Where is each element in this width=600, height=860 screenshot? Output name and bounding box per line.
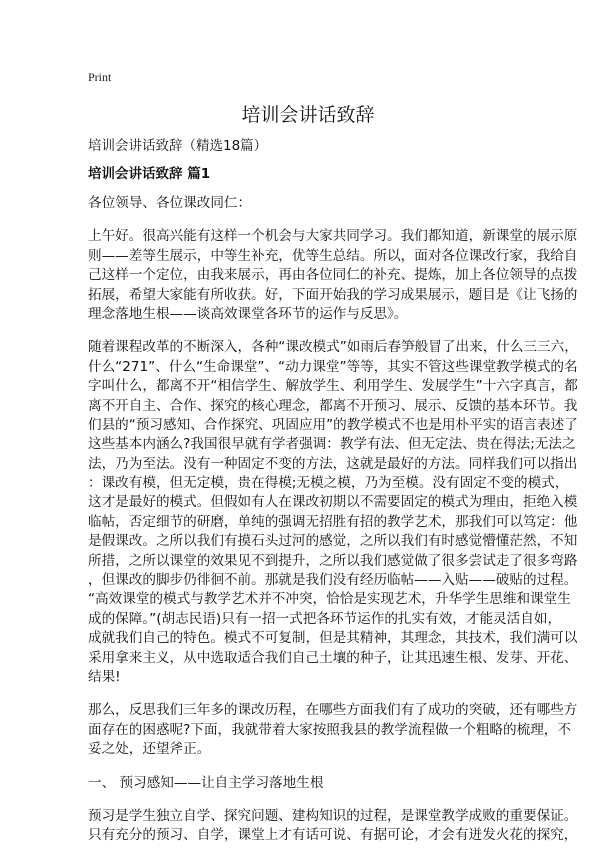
paragraph	[88, 194, 528, 213]
section-heading: 培训会讲话致辞 篇1	[88, 166, 211, 182]
print-label[interactable]: Print	[88, 70, 112, 84]
text-line: 各位领导、各位课改同仁：	[88, 195, 252, 211]
document-title: 培训会讲话致辞	[241, 104, 375, 126]
text-line: ：课改有模，但无定模，贵在得模;无模之模，乃为至模。没有固定不变的模式，	[88, 475, 569, 492]
paragraph	[88, 701, 578, 759]
text-line: 所措，之所以课堂的效果见不到提升，之所以我们感觉做了很多尝试走了很多弯路	[88, 552, 578, 569]
text-line: 预习是学生独立自学、探究问题、建构知识的过程，是课堂教学成败的重要保证。	[88, 807, 578, 824]
text-line: 一、 预习感知——让自主学习落地生根	[88, 774, 324, 791]
text-line: 临帖，否定细节的研磨，单纯的强调无招胜有招的教学艺术，那我们可以笃定：他	[88, 513, 578, 530]
paragraph	[88, 774, 528, 793]
paragraph	[88, 338, 578, 687]
text-line: 随着课程改革的不断深入，各种“课改模式”如雨后春笋般冒了出来，什么三三六，	[88, 339, 578, 356]
text-line: 成的保障。”(胡志民语)只有一招一式把各环节运作的扎实有效，才能灵活自如，	[88, 610, 562, 627]
document-page	[88, 70, 578, 860]
text-line: 则——差等生展示，中等生补充，优等生总结。所以，面对各位课改行家，我给自	[88, 247, 578, 264]
paragraph	[88, 227, 578, 324]
text-line: 结果!	[88, 668, 121, 685]
text-line: 己这样一个定位，由我来展示，再由各位同仁的补充、提炼，加上各位领导的点拨	[88, 267, 578, 284]
text-line: 什么“271”、什么“生命课堂”、“动力课堂”等等，其实不管这些课堂教学模式的名	[88, 358, 578, 375]
text-line: 理念落地生根——谈高效课堂各环节的运作与反思》。	[88, 305, 408, 322]
text-line: 法，乃为至法。没有一种固定不变的方法，这就是最好的方法。同样我们可以指出	[88, 455, 578, 472]
text-line: 离不开自主、合作、探究的核心理念，都离不开预习、展示、反馈的基本环节。我	[88, 397, 578, 414]
text-line: 面存在的困惑呢?下面，我就带着大家按照我县的教学流程做一个粗略的梳理，不	[88, 721, 571, 738]
text-line: 这些基本内涵么?我国很早就有学者强调：教学有法、但无定法、贵在得法;无法之	[88, 436, 576, 453]
text-line: 们县的“预习感知、合作探究、巩固应用”的教学模式不也是用朴平实的语言表述了	[88, 416, 578, 433]
text-line: 采用拿来主义，从中选取适合我们自己土壤的种子，让其迅速生根、发芽、开花、	[88, 649, 578, 666]
text-line: 只有充分的预习、自学，课堂上才有话可说、有据可论，才会有迸发火花的探究，	[88, 827, 578, 844]
text-line: 成就我们自己的特色。模式不可复制，但是其精神，其理念，其技术，我们满可以	[88, 630, 578, 647]
text-line: ，但课改的脚步仍徘徊不前。那就是我们没有经历临帖——入贴——破贴的过程。	[88, 572, 578, 589]
text-line: “高效课堂的模式与教学艺术并不冲突，恰恰是实现艺术，升华学生思维和课堂生	[88, 591, 571, 608]
text-line: 上午好。很高兴能有这样一个机会与大家共同学习。我们都知道，新课堂的展示原	[88, 228, 578, 245]
text-line: 是假课改。之所以我们有摸石头过河的感觉，之所以我们有时感觉懵懂茫然，不知	[88, 533, 578, 550]
document-subtitle: 培训会讲话致辞（精选18篇）	[88, 138, 268, 154]
text-line: 这才是最好的模式。但假如有人在课改初期以不需要固定的模式为理由，拒绝入模	[88, 494, 578, 511]
body-text	[88, 194, 578, 846]
text-line: 字叫什么，都离不开“相信学生、解放学生、利用学生、发展学生”十六字真言，都	[88, 378, 578, 395]
text-line: 拓展，希望大家能有所收获。好，下面开始我的学习成果展示，题目是《让飞扬的	[88, 286, 578, 303]
paragraph	[88, 807, 578, 846]
text-line: 妥之处，还望斧正。	[88, 741, 211, 758]
text-line: 那么，反思我们三年多的课改历程，在哪些方面我们有了成功的突破，还有哪些方	[88, 702, 578, 719]
